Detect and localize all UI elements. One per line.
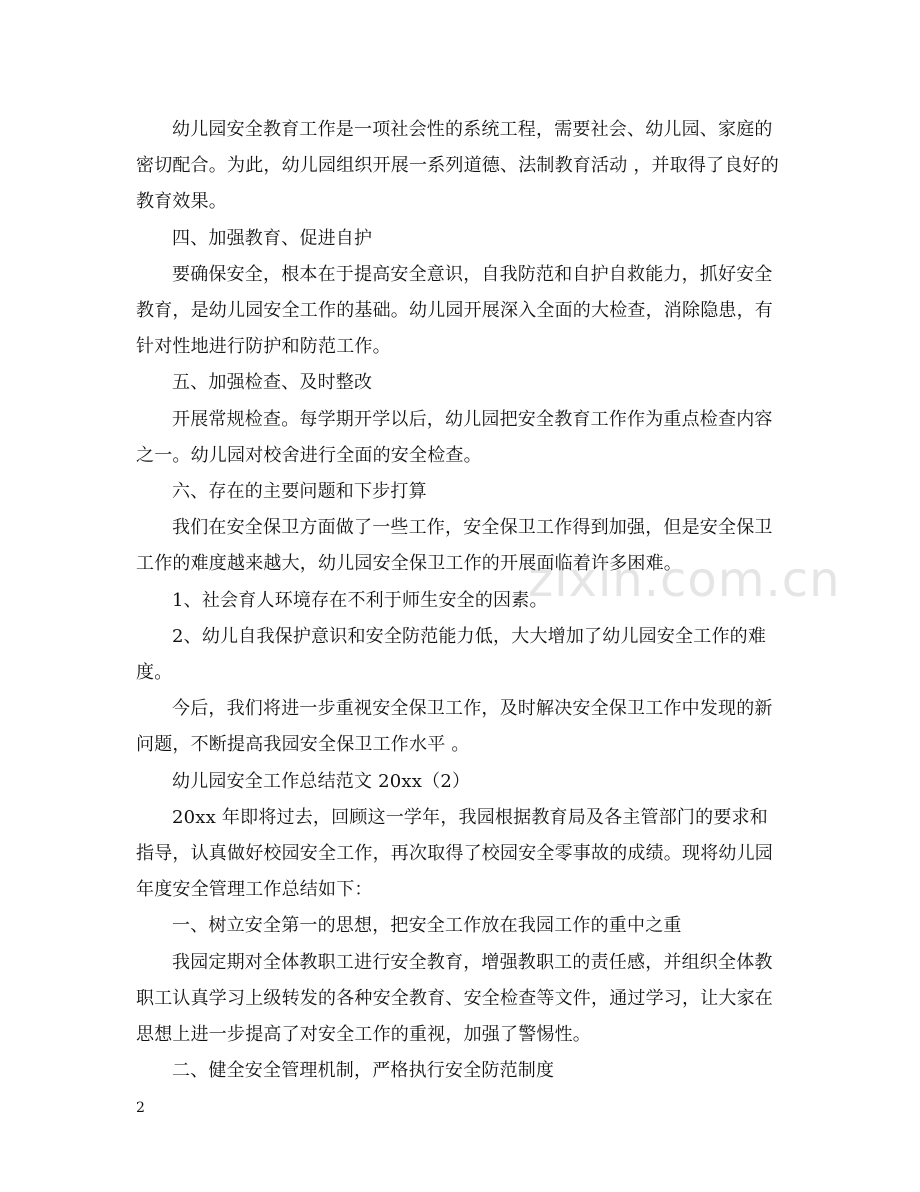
paragraph-problems: 我们在安全保卫方面做了一些工作，安全保卫工作得到加强，但是安全保卫工作的难度越来越大，幼儿园安全保卫工作的开展面临着许多困难。 xyxy=(136,517,773,575)
watermark-text: zixin.com.cn xyxy=(528,552,841,608)
paragraph-inspection: 开展常规检查。每学期开学以后，幼儿园把安全教育工作作为重点检查内容之一。幼儿园对校舍进行全面的安全检查。 xyxy=(136,408,773,466)
paragraph-training: 我园定期对全体教职工进行安全教育，增强教职工的责任感，并组织全体教职工认真学习上级转发的各种安全教育、安全检查等文件，通过学习，让大家在思想上进一步提高了对安全工作的重视，加强了警惕性。 xyxy=(136,951,773,1046)
paragraph-education: 要确保安全，根本在于提高安全意识，自我防范和自护自救能力，抓好安全教育，是幼儿园安全工作的基础。幼儿园开展深入全面的大检查，消除隐患，有针对性地进行防护和防范工作。 xyxy=(136,263,773,358)
paragraph-future: 今后，我们将进一步重视安全保卫工作，及时解决安全保卫工作中发现的新问题，不断提高我园安全保卫工作水平 。 xyxy=(136,698,773,756)
page-number: 2 xyxy=(136,1100,145,1116)
section-heading-6: 六、存在的主要问题和下步打算 xyxy=(172,481,427,503)
paragraph-intro: 幼儿园安全教育工作是一项社会性的系统工程，需要社会、幼儿园、家庭的密切配合。为此，幼儿园组织开展一系列道德、法制教育活动 ，并取得了良好的教育效果。 xyxy=(136,119,779,213)
section-heading-4: 四、加强教育、促进自护 xyxy=(172,227,373,249)
section-heading-2: 二、健全安全管理机制，严格执行安全防范制度 xyxy=(172,1060,555,1082)
list-item-2: 2、幼儿自我保护意识和安全防范能力低，大大增加了幼儿园安全工作的难度。 xyxy=(136,625,767,684)
document-body xyxy=(136,112,782,1089)
document-subtitle: 幼儿园安全工作总结范文 20xx（2） xyxy=(172,770,471,792)
section-heading-1: 一、树立安全第一的思想，把安全工作放在我园工作的重中之重 xyxy=(172,915,682,937)
paragraph-review: 20xx 年即将过去，回顾这一学年，我园根据教育局及各主管部门的要求和指导，认真做好校园安全工作，再次取得了校园安全零事故的成绩。现将幼儿园年度安全管理工作总结如下： xyxy=(136,806,773,901)
list-item-1: 1、社会育人环境存在不利于师生安全的因素。 xyxy=(172,589,548,611)
section-heading-5: 五、加强检查、及时整改 xyxy=(172,372,373,394)
